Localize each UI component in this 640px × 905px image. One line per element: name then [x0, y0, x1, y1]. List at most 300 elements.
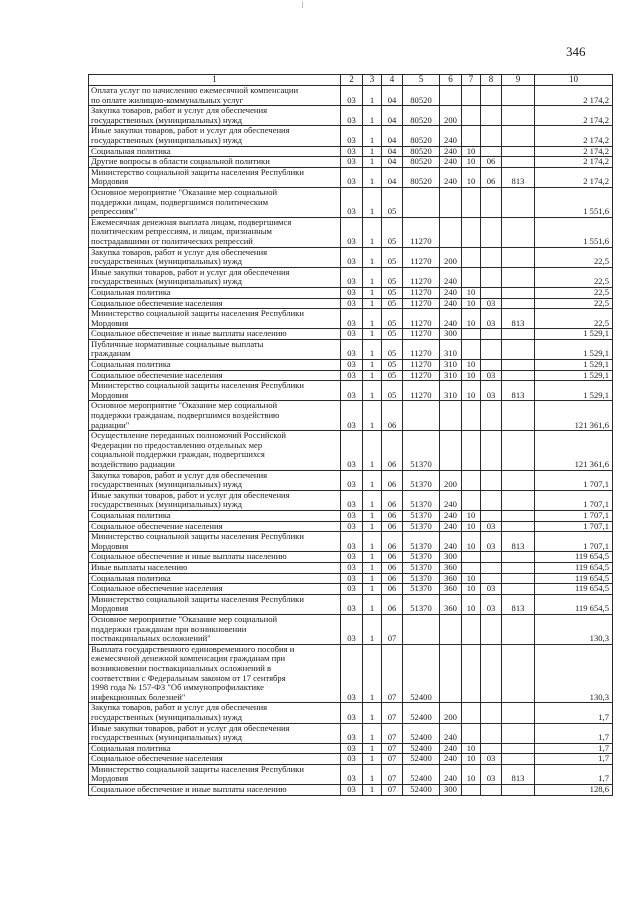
code-cell: 03	[481, 521, 502, 532]
row-name-line: Иные закупки товаров, работ и услуг для обеспечения	[91, 490, 290, 500]
code-cell: 1	[363, 743, 382, 754]
code-cell: 300	[440, 329, 462, 340]
code-cell: 1	[363, 573, 382, 584]
row-name	[89, 562, 341, 573]
amount-cell: 1 551,6	[535, 217, 613, 247]
row-name-line: государственных (муниципальных) нужд	[91, 256, 243, 267]
code-cell: 80520	[403, 106, 440, 126]
amount-cell: 1,7	[535, 743, 613, 754]
code-cell: 05	[382, 298, 403, 309]
row-name-line: Социальное обеспечение населения	[91, 583, 223, 594]
code-cell: 51370	[403, 490, 440, 510]
code-cell: 03	[341, 511, 363, 522]
row-name-line: Другие вопросы в области социальной политики	[91, 156, 270, 167]
code-cell: 1	[363, 470, 382, 490]
code-cell: 07	[382, 743, 403, 754]
code-cell: 05	[382, 187, 403, 217]
code-cell: 05	[382, 267, 403, 287]
row-name-line: государственных (муниципальных) нужд	[91, 479, 243, 490]
code-cell: 240	[440, 743, 462, 754]
code-cell: 06	[481, 167, 502, 187]
table-row	[89, 370, 613, 381]
table-row	[89, 614, 613, 644]
code-cell: 05	[382, 309, 403, 329]
code-cell: 1	[363, 594, 382, 614]
code-cell: 03	[341, 490, 363, 510]
code-cell	[502, 339, 535, 359]
row-name	[89, 329, 341, 340]
code-cell: 03	[481, 309, 502, 329]
code-cell: 51370	[403, 584, 440, 595]
code-cell: 11270	[403, 381, 440, 401]
code-cell: 04	[382, 167, 403, 187]
code-cell: 03	[341, 723, 363, 743]
row-name-line: поствакцинальных осложнений"	[91, 633, 211, 644]
page-number: 346	[566, 44, 586, 59]
amount-cell: 1 551,6	[535, 187, 613, 217]
row-name	[89, 267, 341, 287]
code-cell: 1	[363, 532, 382, 552]
code-cell: 05	[382, 287, 403, 298]
code-cell	[481, 614, 502, 644]
code-cell: 07	[382, 644, 403, 703]
scan-mark	[302, 2, 303, 8]
code-cell: 1	[363, 754, 382, 765]
code-cell: 03	[481, 594, 502, 614]
code-cell: 06	[382, 532, 403, 552]
code-cell: 11270	[403, 287, 440, 298]
row-name	[89, 511, 341, 522]
code-cell: 1	[363, 106, 382, 126]
amount-cell: 1,7	[535, 723, 613, 743]
code-cell: 03	[481, 370, 502, 381]
code-cell: 06	[382, 552, 403, 563]
code-cell	[502, 754, 535, 765]
row-name	[89, 743, 341, 754]
code-cell	[502, 157, 535, 168]
row-name-line: Выплата государственного единовременного пособия и	[91, 644, 295, 654]
code-cell: 03	[481, 298, 502, 309]
code-cell: 1	[363, 126, 382, 146]
code-cell	[403, 187, 440, 217]
code-cell: 1	[363, 247, 382, 267]
table-row	[89, 584, 613, 595]
code-cell	[481, 552, 502, 563]
table-row	[89, 573, 613, 584]
code-cell	[481, 329, 502, 340]
amount-cell: 1,7	[535, 703, 613, 723]
row-name-line: Министерство социальной защиты населения Республики	[91, 167, 304, 177]
row-name-line: поддержки гражданам при возникновении	[91, 623, 247, 634]
code-cell	[440, 187, 462, 217]
row-name	[89, 339, 341, 359]
code-cell	[502, 511, 535, 522]
amount-cell: 121 361,6	[535, 401, 613, 431]
code-cell	[440, 401, 462, 431]
code-cell	[502, 106, 535, 126]
code-cell: 03	[481, 381, 502, 401]
code-cell: 11270	[403, 360, 440, 371]
table-row	[89, 157, 613, 168]
code-cell	[481, 187, 502, 217]
column-header: 8	[481, 75, 502, 86]
row-name	[89, 431, 341, 470]
column-header: 6	[440, 75, 462, 86]
table-row	[89, 754, 613, 765]
table-row	[89, 431, 613, 470]
row-name	[89, 594, 341, 614]
code-cell: 52400	[403, 703, 440, 723]
code-cell	[502, 247, 535, 267]
code-cell: 1	[363, 157, 382, 168]
code-cell: 06	[382, 562, 403, 573]
row-name-line: Осуществление переданных полномочий Российской	[91, 430, 286, 441]
row-name-line: радиации"	[91, 419, 130, 430]
row-name-line: Мордовия	[91, 389, 129, 400]
row-name-line: Федерации по предоставлению отдельных мер	[91, 439, 263, 450]
code-cell: 240	[440, 511, 462, 522]
code-cell: 240	[440, 298, 462, 309]
code-cell	[481, 401, 502, 431]
row-name-line: Министерство социальной защиты населения Республики	[91, 764, 304, 774]
code-cell	[481, 562, 502, 573]
code-cell	[502, 217, 535, 247]
code-cell: 03	[341, 86, 363, 106]
amount-cell: 119 654,5	[535, 552, 613, 563]
row-name-line: Министерство социальной защиты населения Республики	[91, 594, 304, 604]
row-name	[89, 644, 341, 703]
row-name-line: Мордовия	[91, 603, 129, 614]
code-cell: 310	[440, 339, 462, 359]
code-cell: 51370	[403, 532, 440, 552]
code-cell: 80520	[403, 86, 440, 106]
row-name-line: Основное мероприятие "Оказание мер социальной	[91, 614, 278, 624]
table-row	[89, 360, 613, 371]
code-cell: 10	[462, 309, 481, 329]
code-cell: 10	[462, 146, 481, 157]
row-name-line: гражданам	[91, 348, 131, 359]
code-cell: 360	[440, 584, 462, 595]
code-cell: 06	[382, 521, 403, 532]
code-cell	[481, 287, 502, 298]
code-cell: 240	[440, 267, 462, 287]
code-cell: 10	[462, 298, 481, 309]
code-cell	[481, 703, 502, 723]
code-cell	[440, 644, 462, 703]
code-cell: 03	[341, 764, 363, 784]
code-cell: 05	[382, 360, 403, 371]
code-cell	[481, 217, 502, 247]
code-cell: 03	[341, 360, 363, 371]
code-cell	[502, 562, 535, 573]
code-cell	[462, 401, 481, 431]
budget-table	[88, 74, 613, 796]
row-name-line: Социальная политика	[91, 573, 171, 583]
code-cell	[502, 370, 535, 381]
code-cell: 03	[481, 584, 502, 595]
row-name	[89, 309, 341, 329]
code-cell: 03	[341, 267, 363, 287]
amount-cell: 1 707,1	[535, 470, 613, 490]
row-name	[89, 86, 341, 106]
table-row	[89, 86, 613, 106]
code-cell	[462, 703, 481, 723]
amount-cell: 121 361,6	[535, 431, 613, 470]
code-cell	[462, 562, 481, 573]
code-cell: 51370	[403, 521, 440, 532]
code-cell	[502, 573, 535, 584]
row-name-line: Министерство социальной защиты населения Республики	[91, 531, 304, 542]
row-name-line: Социальная политика	[91, 743, 171, 753]
code-cell: 200	[440, 470, 462, 490]
code-cell: 03	[341, 431, 363, 470]
code-cell: 11270	[403, 329, 440, 340]
amount-cell: 1 529,1	[535, 339, 613, 359]
row-name	[89, 614, 341, 644]
row-name-line: Министерство социальной защиты населения Республики	[91, 308, 304, 319]
row-name	[89, 287, 341, 298]
code-cell: 80520	[403, 126, 440, 146]
amount-cell: 22,5	[535, 267, 613, 287]
code-cell: 200	[440, 247, 462, 267]
row-name-line: Социальное обеспечение населения	[91, 521, 223, 531]
row-name-line: Мордовия	[91, 540, 129, 551]
row-name-line: воздействию радиации	[91, 459, 175, 470]
code-cell: 360	[440, 573, 462, 584]
table-body	[89, 75, 613, 796]
amount-cell: 2 174,2	[535, 106, 613, 126]
code-cell	[462, 247, 481, 267]
code-cell	[481, 785, 502, 796]
code-cell	[462, 329, 481, 340]
code-cell: 813	[502, 309, 535, 329]
code-cell: 240	[440, 157, 462, 168]
code-cell: 07	[382, 785, 403, 796]
code-cell: 03	[341, 573, 363, 584]
code-cell: 06	[382, 470, 403, 490]
row-name-line: Закупка товаров, работ и услуг для обеспечения	[91, 470, 268, 480]
code-cell	[462, 86, 481, 106]
code-cell: 360	[440, 594, 462, 614]
column-header: 9	[502, 75, 535, 86]
row-name	[89, 126, 341, 146]
row-name-line: социальной поддержки граждан, подвергшихся	[91, 449, 265, 460]
code-cell: 03	[341, 594, 363, 614]
row-name-line: поддержки лицам, подвергшимся политическим	[91, 196, 269, 207]
code-cell: 03	[481, 764, 502, 784]
code-cell: 1	[363, 287, 382, 298]
code-cell	[502, 703, 535, 723]
code-cell	[502, 644, 535, 703]
code-cell: 10	[462, 167, 481, 187]
code-cell	[502, 187, 535, 217]
row-name-line: Социальное обеспечение населения	[91, 298, 223, 308]
code-cell: 04	[382, 86, 403, 106]
row-name-line: пострадавшими от политических репрессий	[91, 235, 253, 246]
code-cell	[502, 298, 535, 309]
row-name-line: Мордовия	[91, 773, 129, 784]
column-header: 4	[382, 75, 403, 86]
code-cell: 51370	[403, 511, 440, 522]
code-cell: 51370	[403, 573, 440, 584]
amount-cell: 1 529,1	[535, 329, 613, 340]
code-cell	[481, 146, 502, 157]
column-header: 1	[89, 75, 341, 86]
code-cell	[481, 743, 502, 754]
row-name-line: Основное мероприятие "Оказание мер социальной	[91, 187, 278, 197]
code-cell	[481, 106, 502, 126]
code-cell: 10	[462, 521, 481, 532]
row-name	[89, 157, 341, 168]
row-name	[89, 470, 341, 490]
row-name-line: соответствии с Федеральным законом от 17 сентября	[91, 672, 286, 683]
table-row	[89, 723, 613, 743]
table-row	[89, 764, 613, 784]
table-row	[89, 167, 613, 187]
amount-cell: 22,5	[535, 247, 613, 267]
code-cell: 03	[341, 785, 363, 796]
code-cell: 240	[440, 126, 462, 146]
code-cell	[462, 126, 481, 146]
code-cell: 240	[440, 521, 462, 532]
row-name	[89, 490, 341, 510]
row-name	[89, 247, 341, 267]
code-cell: 80520	[403, 157, 440, 168]
code-cell: 06	[382, 584, 403, 595]
code-cell: 1	[363, 521, 382, 532]
amount-cell: 1,7	[535, 754, 613, 765]
code-cell: 1	[363, 562, 382, 573]
code-cell	[481, 573, 502, 584]
code-cell	[502, 146, 535, 157]
row-name-line: Основное мероприятие "Оказание мер социальной	[91, 400, 278, 411]
table-row	[89, 329, 613, 340]
amount-cell: 1,7	[535, 764, 613, 784]
code-cell: 03	[341, 187, 363, 217]
code-cell: 03	[341, 106, 363, 126]
amount-cell: 130,3	[535, 644, 613, 703]
code-cell: 06	[382, 573, 403, 584]
code-cell: 10	[462, 287, 481, 298]
code-cell	[481, 431, 502, 470]
row-name	[89, 187, 341, 217]
code-cell: 1	[363, 187, 382, 217]
code-cell: 240	[440, 754, 462, 765]
code-cell: 03	[341, 743, 363, 754]
column-header: 3	[363, 75, 382, 86]
row-name	[89, 552, 341, 563]
code-cell: 813	[502, 381, 535, 401]
code-cell: 10	[462, 764, 481, 784]
code-cell: 1	[363, 614, 382, 644]
code-cell: 1	[363, 401, 382, 431]
code-cell	[502, 552, 535, 563]
row-name-line: Социальное обеспечение населения	[91, 370, 223, 380]
code-cell: 52400	[403, 644, 440, 703]
code-cell	[481, 470, 502, 490]
code-cell: 06	[382, 401, 403, 431]
code-cell	[462, 785, 481, 796]
column-header: 5	[403, 75, 440, 86]
row-name	[89, 360, 341, 371]
row-name-line: Иные закупки товаров, работ и услуг для обеспечения	[91, 267, 290, 277]
code-cell	[502, 521, 535, 532]
row-name-line: поддержки гражданам, подвергшимся воздействию	[91, 410, 280, 421]
code-cell: 03	[341, 146, 363, 157]
code-cell: 03	[341, 532, 363, 552]
code-cell: 1	[363, 644, 382, 703]
code-cell: 10	[462, 360, 481, 371]
code-cell: 1	[363, 360, 382, 371]
code-cell: 03	[341, 126, 363, 146]
table-row	[89, 126, 613, 146]
code-cell: 813	[502, 532, 535, 552]
code-cell: 04	[382, 126, 403, 146]
row-name-line: государственных (муниципальных) нужд	[91, 134, 243, 145]
table-row	[89, 146, 613, 157]
code-cell: 51370	[403, 552, 440, 563]
code-cell: 04	[382, 106, 403, 126]
code-cell	[462, 490, 481, 510]
amount-cell: 22,5	[535, 298, 613, 309]
row-name	[89, 584, 341, 595]
code-cell: 1	[363, 267, 382, 287]
column-header: 7	[462, 75, 481, 86]
code-cell	[502, 614, 535, 644]
table-row	[89, 401, 613, 431]
code-cell: 10	[462, 511, 481, 522]
code-cell: 813	[502, 167, 535, 187]
row-name-line: государственных (муниципальных) нужд	[91, 732, 243, 743]
code-cell: 310	[440, 360, 462, 371]
amount-cell: 128,6	[535, 785, 613, 796]
amount-cell: 2 174,2	[535, 146, 613, 157]
code-cell	[481, 511, 502, 522]
table-row	[89, 490, 613, 510]
code-cell: 04	[382, 157, 403, 168]
code-cell	[462, 187, 481, 217]
amount-cell: 1 707,1	[535, 532, 613, 552]
code-cell: 05	[382, 339, 403, 359]
row-name	[89, 146, 341, 157]
code-cell: 07	[382, 703, 403, 723]
code-cell: 1	[363, 329, 382, 340]
table-row	[89, 644, 613, 703]
row-name-line: Социальное обеспечение и иные выплаты населению	[91, 551, 287, 562]
code-cell: 52400	[403, 785, 440, 796]
code-cell: 05	[382, 329, 403, 340]
table-row	[89, 217, 613, 247]
row-name-line: Социальное обеспечение населения	[91, 753, 223, 764]
code-cell: 10	[462, 381, 481, 401]
amount-cell: 1 707,1	[535, 490, 613, 510]
row-name	[89, 381, 341, 401]
code-cell: 03	[341, 329, 363, 340]
code-cell: 10	[462, 532, 481, 552]
row-name-line: Закупка товаров, работ и услуг для обеспечения	[91, 105, 268, 116]
code-cell: 05	[382, 247, 403, 267]
amount-cell: 2 174,2	[535, 167, 613, 187]
code-cell: 10	[462, 157, 481, 168]
amount-cell: 119 654,5	[535, 584, 613, 595]
code-cell: 05	[382, 370, 403, 381]
code-cell: 03	[341, 381, 363, 401]
row-name-line: Мордовия	[91, 317, 129, 328]
code-cell	[502, 431, 535, 470]
row-name	[89, 703, 341, 723]
code-cell	[403, 614, 440, 644]
row-name-line: Закупка товаров, работ и услуг для обеспечения	[91, 702, 268, 713]
